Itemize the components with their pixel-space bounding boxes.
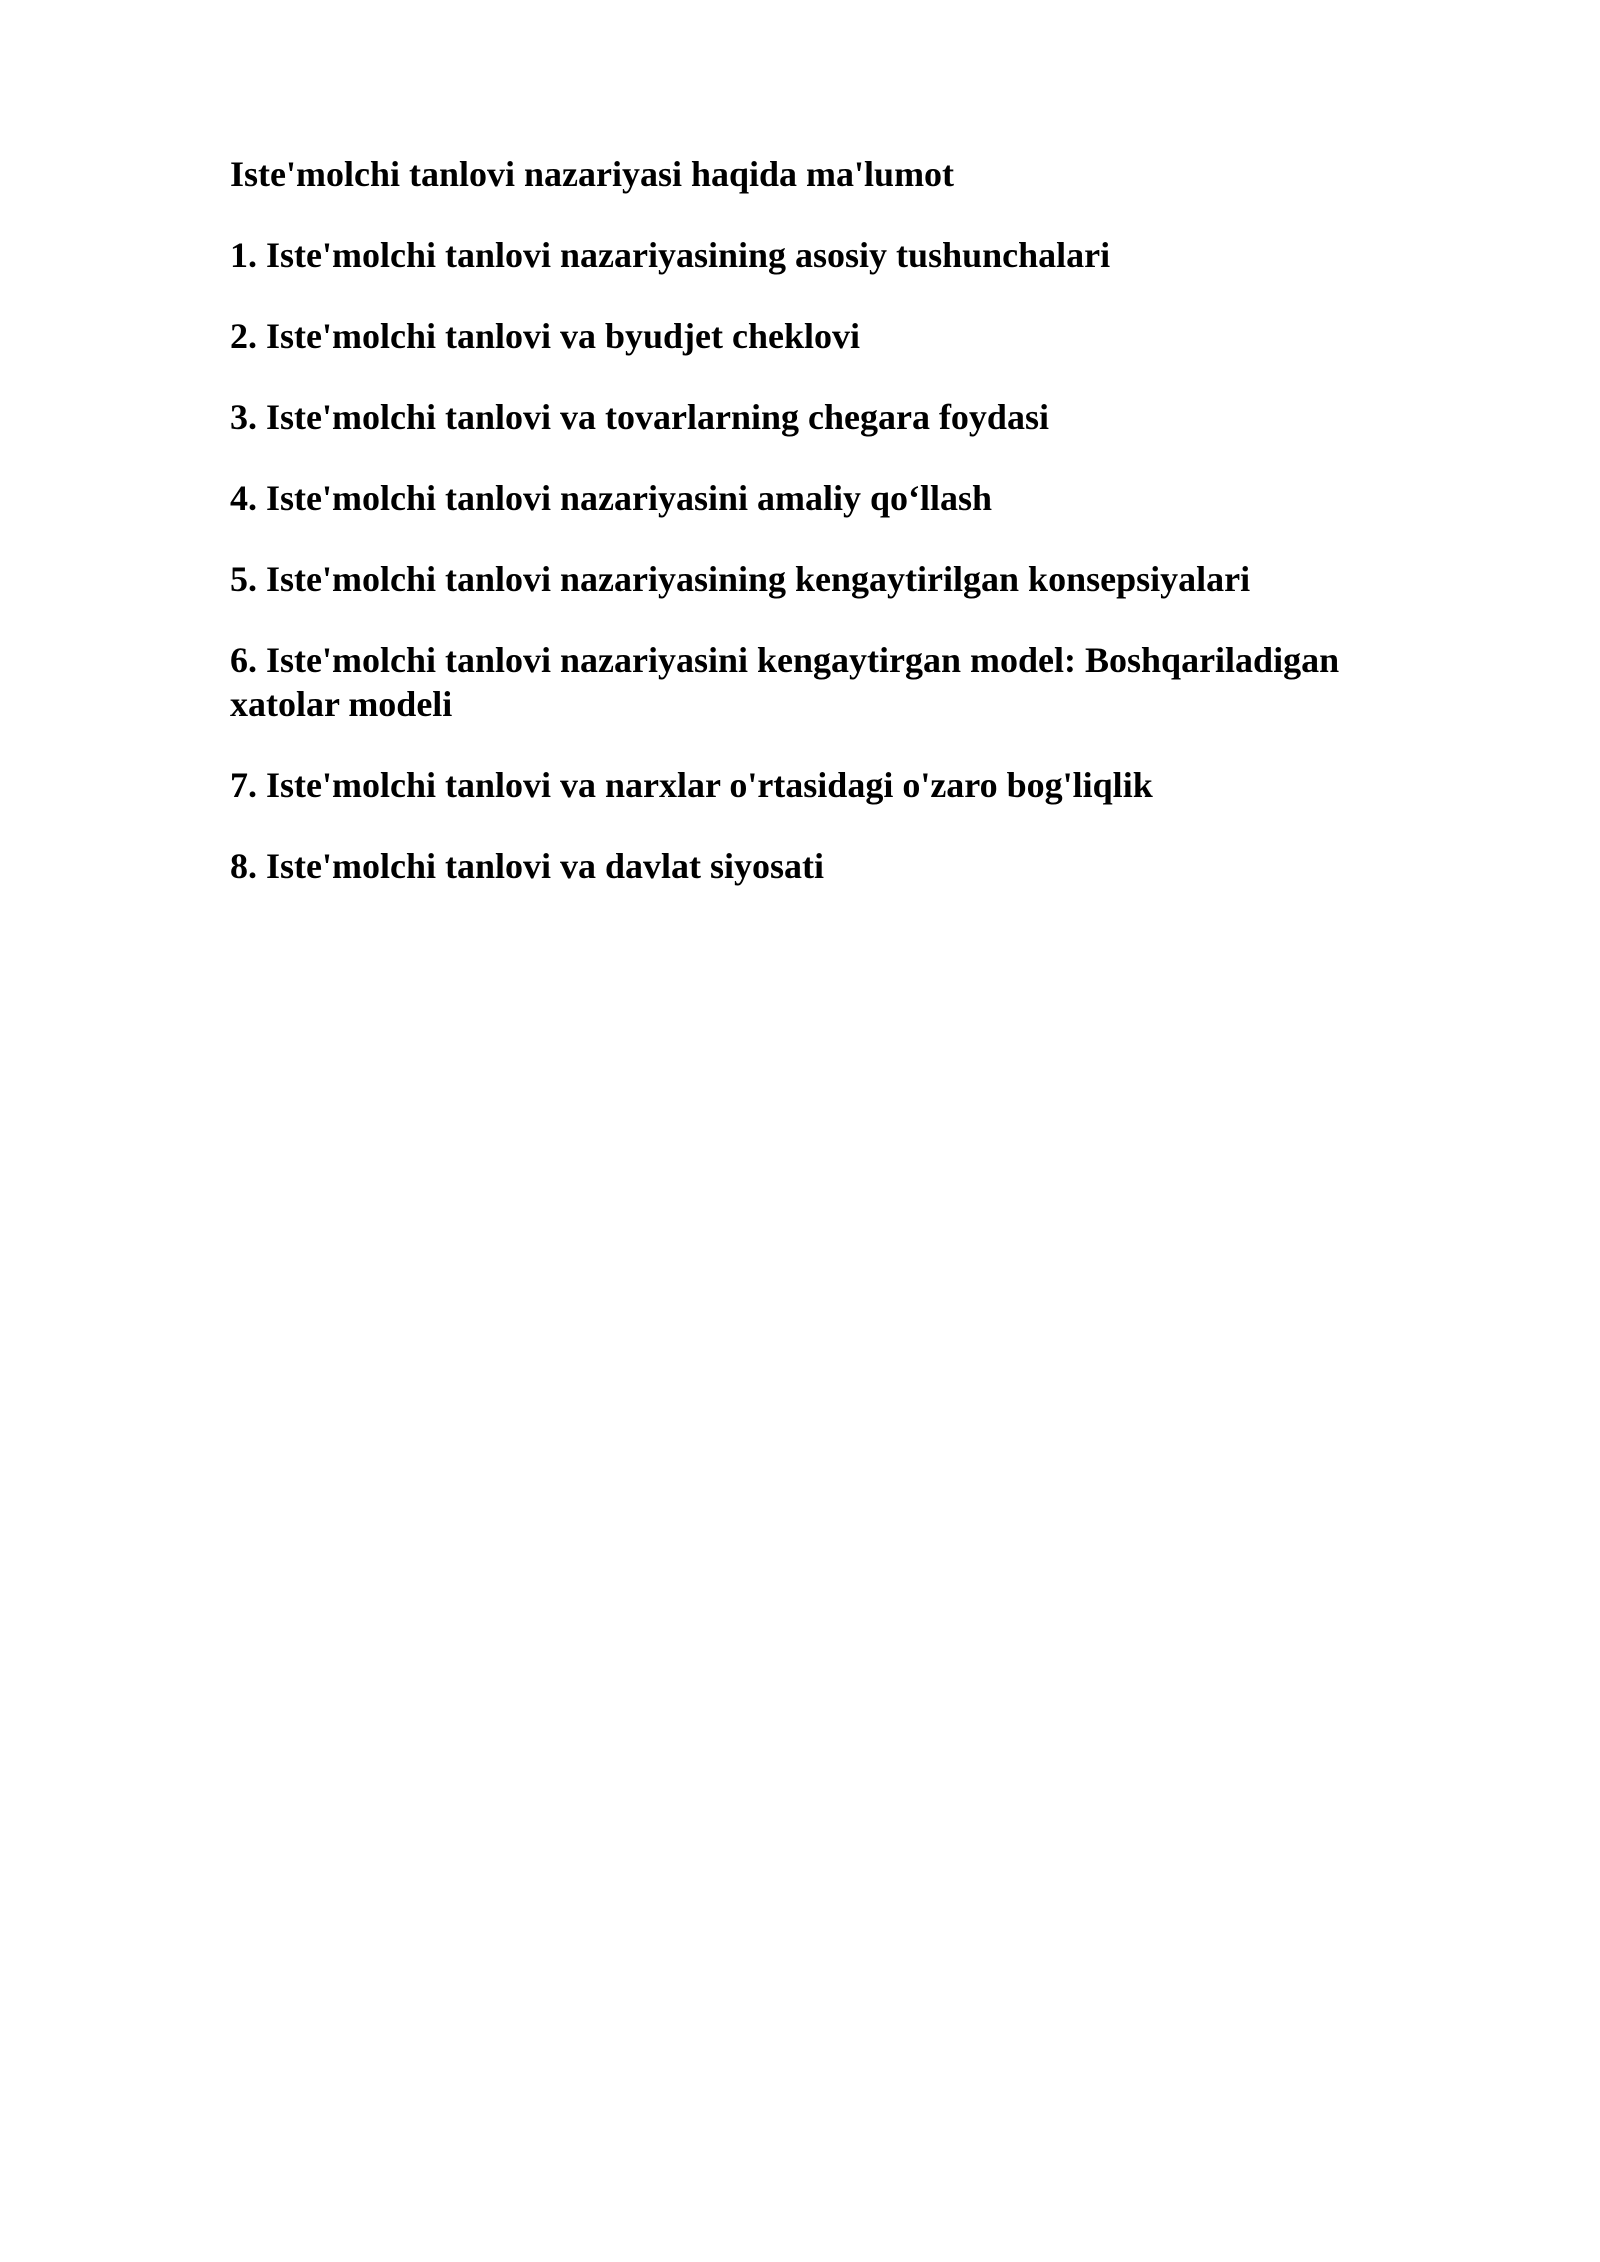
document-title: Iste'molchi tanlovi nazariyasi haqida ma'lumot: [230, 154, 955, 194]
topic-list: [230, 233, 1410, 888]
topic-item-4: 4. Iste'molchi tanlovi nazariyasini amaliy qo‘llash: [230, 478, 993, 518]
topic-item-3: 3. Iste'molchi tanlovi va tovarlarning chegara foydasi: [230, 397, 1049, 437]
topic-item-5: 5. Iste'molchi tanlovi nazariyasining kengaytirilgan konsepsiyalari: [230, 559, 1251, 599]
topic-item-2: 2. Iste'molchi tanlovi va byudjet cheklovi: [230, 316, 861, 356]
topic-item-7: 7. Iste'molchi tanlovi va narxlar o'rtasidagi o'zaro bog'liqlik: [230, 765, 1153, 805]
document-content: [230, 152, 1410, 925]
topic-item-1: 1. Iste'molchi tanlovi nazariyasining asosiy tushunchalari: [230, 235, 1111, 275]
topic-item-6: 6. Iste'molchi tanlovi nazariyasini kengaytirgan model: Boshqariladigan xatolar modeli: [230, 640, 1340, 724]
topic-item-8: 8. Iste'molchi tanlovi va davlat siyosati: [230, 846, 825, 886]
